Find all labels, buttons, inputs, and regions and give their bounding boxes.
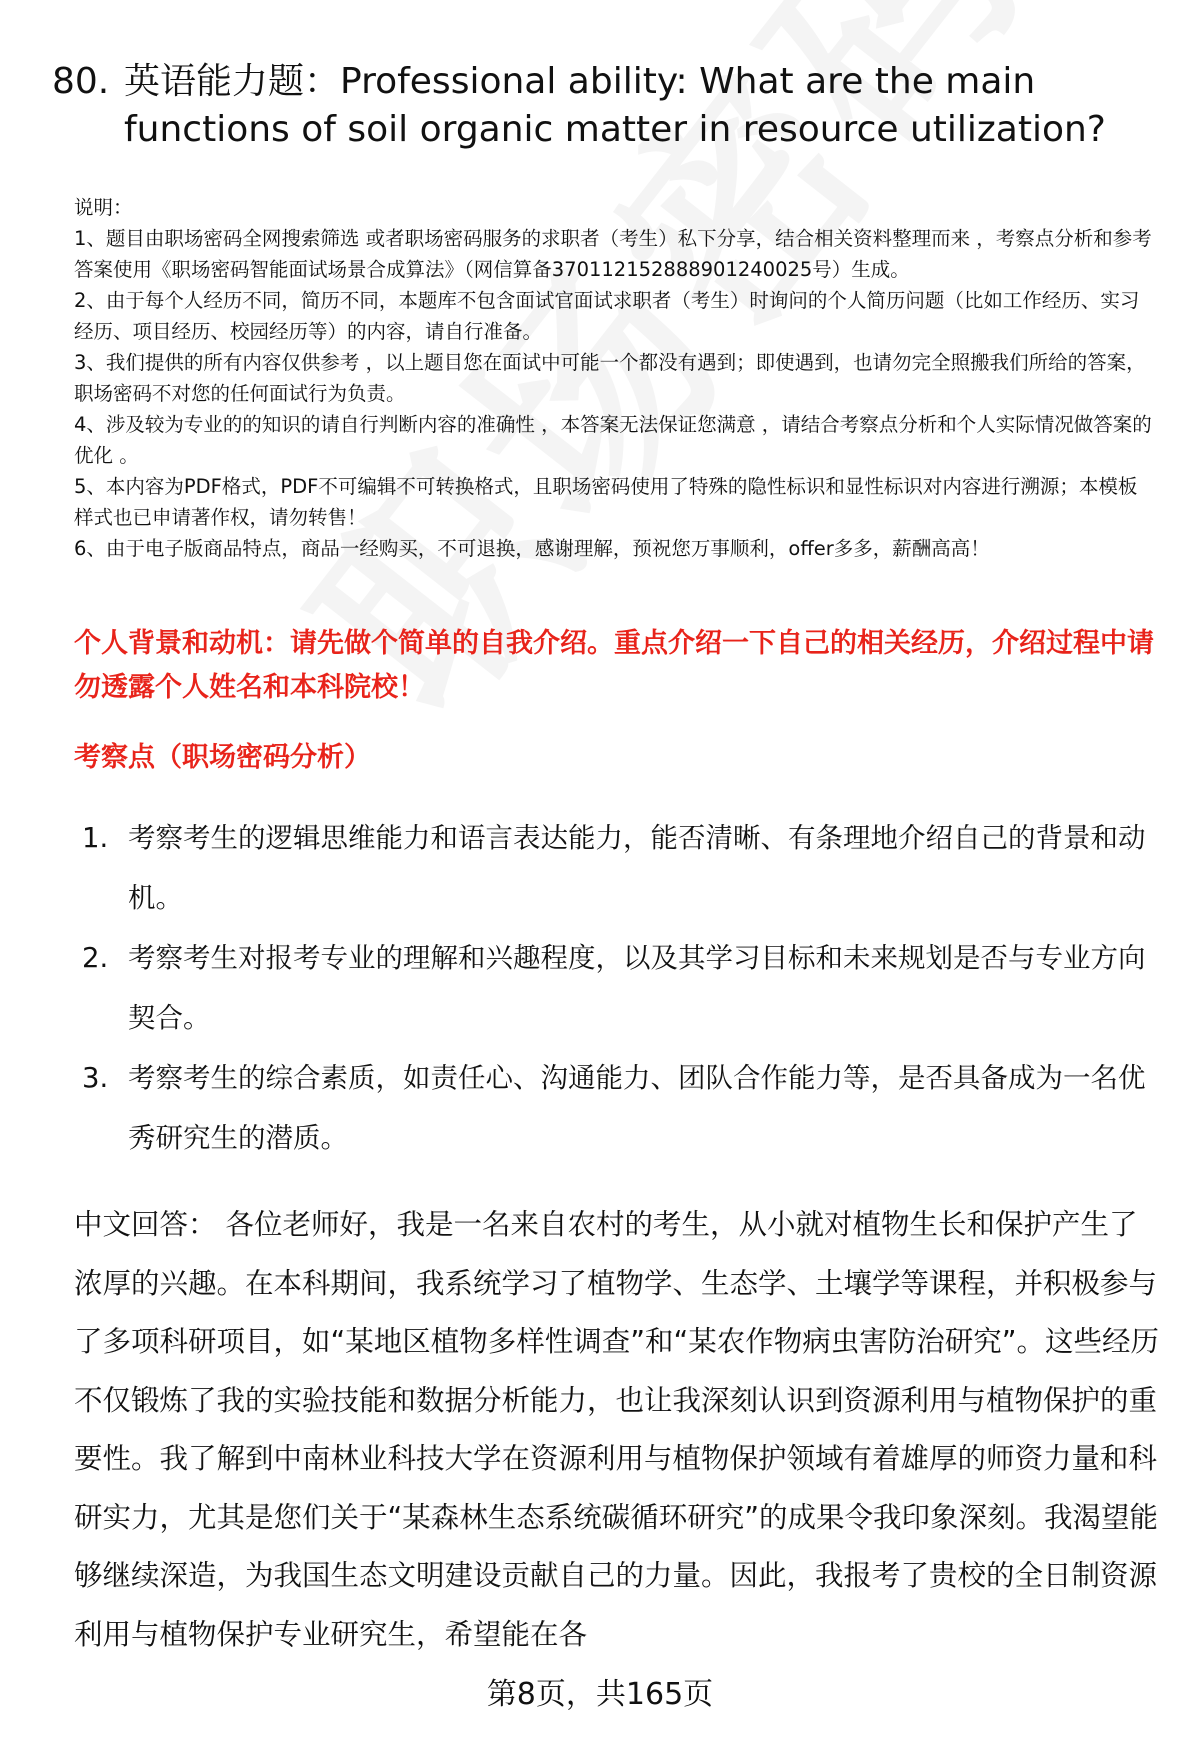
question-text: 英语能力题：Professional ability: What are the main functions of soil organic matter in resource utilization? xyxy=(124,61,1106,150)
analysis-list xyxy=(82,808,1162,1168)
answer-paragraph: 中文回答： 各位老师好，我是一名来自农村的考生，从小就对植物生长和保护产生了浓厚的兴趣。在本科期间，我系统学习了植物学、生态学、土壤学等课程，并积极参与了多项科研项目，如“某地区植物多样性调查”和“某农作物病虫害防治研究”。这些经历不仅锻炼了我的实验技能和数据分析能力，也让我深刻认识到资源利用与植物保护的重要性。我了解到中南林业科技大学在资源利用与植物保护领域有着雄厚的师资力量和科研实力，尤其是您们关于“某森林生态系统碳循环研究”的成果令我印象深刻。我渴望能够继续深造，为我国生态文明建设贡献自己的力量。因此，我报考了贵校的全日制资源利用与植物保护专业研究生，希望能在各 xyxy=(74,1208,1160,1651)
analysis-item-text: 考察考生的逻辑思维能力和语言表达能力，能否清晰、有条理地介绍自己的背景和动机。 xyxy=(128,822,1146,914)
question-title xyxy=(52,58,1162,154)
analysis-item-text: 考察考生的综合素质，如责任心、沟通能力、团队合作能力等，是否具备成为一名优秀研究生的潜质。 xyxy=(128,1062,1146,1154)
note-item: 3、我们提供的所有内容仅供参考 ，以上题目您在面试中可能一个都没有遇到；即使遇到，也请勿完全照搬我们所给的答案，职场密码不对您的任何面试行为负责。 xyxy=(74,351,1146,405)
background-heading: 个人背景和动机：请先做个简单的自我介绍。重点介绍一下自己的相关经历，介绍过程中请勿透露个人姓名和本科院校！ xyxy=(74,628,1154,703)
page-footer: 第8页，共165页 xyxy=(486,1677,714,1712)
question-number: 80. xyxy=(52,61,110,102)
analysis-item xyxy=(82,928,1162,1048)
note-item: 2、由于每个人经历不同，简历不同，本题库不包含面试官面试求职者（考生）时询问的个人简历问题（比如工作经历、实习经历、项目经历、校园经历等）的内容，请自行准备。 xyxy=(74,289,1140,343)
analysis-item xyxy=(82,1048,1162,1168)
analysis-item-number: 1. xyxy=(82,822,109,854)
note-item: 6、由于电子版商品特点，商品一经购买，不可退换，感谢理解，预祝您万事顺利，offer多多，薪酬高高！ xyxy=(74,537,990,560)
note-item: 1、题目由职场密码全网搜索筛选 或者职场密码服务的求职者（考生）私下分享，结合相关资料整理而来 ，考察点分析和参考答案使用《职场密码智能面试场景合成算法》（网信算备370112152888901240025号）生成。 xyxy=(74,227,1152,281)
analysis-item xyxy=(82,808,1162,928)
analysis-item-number: 3. xyxy=(82,1062,109,1094)
analysis-item-text: 考察考生对报考专业的理解和兴趣程度，以及其学习目标和未来规划是否与专业方向契合。 xyxy=(128,942,1146,1034)
notes-heading: 说明： xyxy=(74,196,133,219)
analysis-heading: 考察点（职场密码分析） xyxy=(74,742,371,773)
notes-section xyxy=(74,192,1154,564)
note-item: 4、涉及较为专业的的知识的请自行判断内容的准确性 ，本答案无法保证您满意 ，请结合考察点分析和个人实际情况做答案的优化 。 xyxy=(74,413,1152,467)
analysis-item-number: 2. xyxy=(82,942,109,974)
note-item: 5、本内容为PDF格式，PDF不可编辑不可转换格式，且职场密码使用了特殊的隐性标识和显性标识对内容进行溯源；本模板样式也已申请著作权，请勿转售！ xyxy=(74,475,1138,529)
